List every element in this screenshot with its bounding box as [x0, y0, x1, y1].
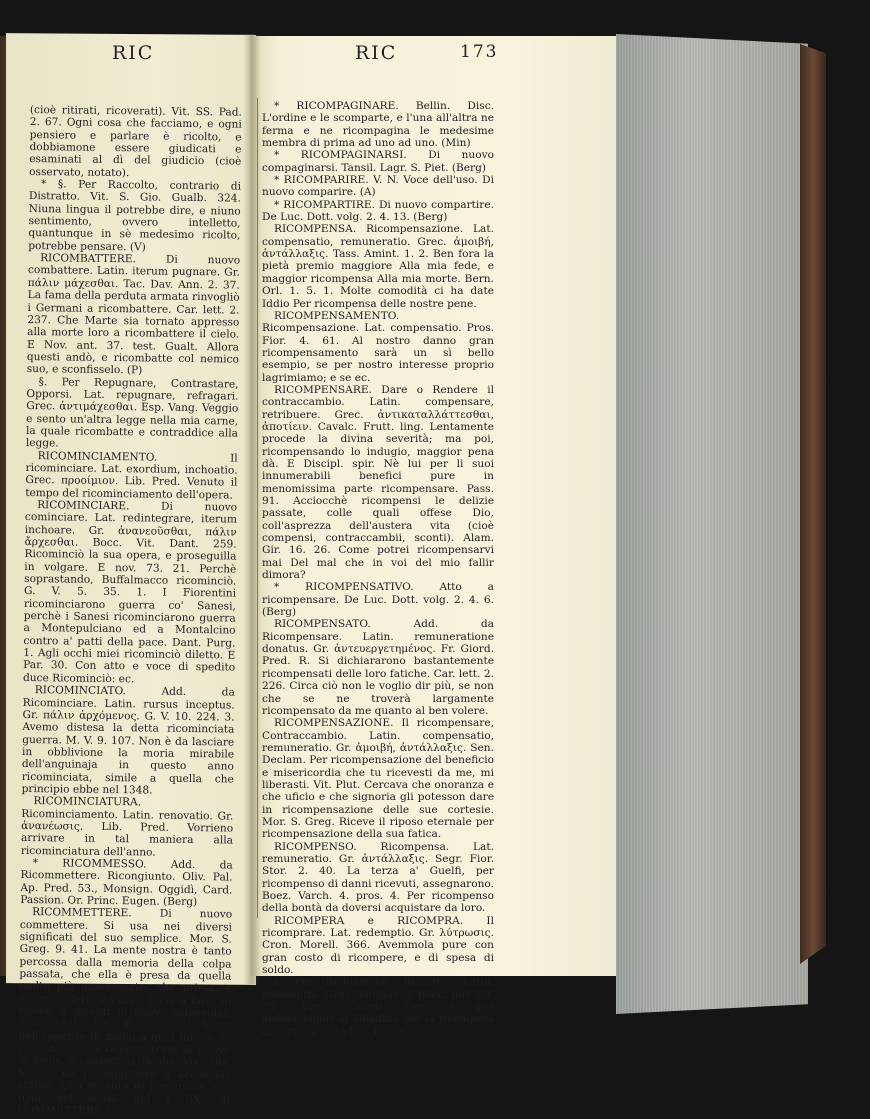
dictionary-entry: * RICOMPARIRE. V. N. Voce dell'uso. Di nuovo comparire. (A): [262, 174, 494, 199]
dictionary-entry: RICOMINCIARE. Di nuovo cominciare. Lat. redintegrare, iterum inchoare. Gr. ἀνανεοῦσθαι, πάλιν ἄρχεσθαι. Bocc. Vit. Dant. 259. Ricominciò la sua opera, e proseguilla in volgare. E nov. 73. 21. Perchè soprastando, Buffalmacco ricominciò. G. V. 5. 35. 1. I Fiorentini ricominciarono guerra co' Sanesi, perchè i Sanesi ricominciarono guerra a Montepulciano ed a Montalcino contro a' patti della pace. Dant. Purg. 1. Agli occhi miei ricominciò diletto. E Par. 30. Con atto e voce di spedito duce Ricominciò: ec.: [22, 499, 238, 686]
dictionary-entry: RICOMINCIATO. Add. da Ricominciare. Latin. rursus inceptus. Gr. πάλιν ἀρχόμενος. G. V. 10. 224. 3. Avemo distesa la detta ricominciata guerra. M. V. 9. 107. Non è da lasciare in obblivione la moria mirabile dell'anguinaja in questo anno ricominciata, simile a quella che principio ebbe nel 1348.: [21, 684, 235, 797]
dictionary-entry: * RICOMPAGINARSI. Di nuovo compaginarsi. Tansil. Lagr. S. Piet. (Berg): [262, 149, 494, 174]
dictionary-entry: RICOMINCIAMENTO. Il ricominciare. Lat. exordium, inchoatio. Grec. προοίμιον. Lib. Pred. Venuto il tempo del ricominciamento dell'opera.: [25, 449, 238, 502]
right-column: [262, 100, 494, 1038]
dictionary-entry: RICOMPENSAZIONE. Il ricompensare, Contraccambio. Latin. compensatio, remuneratio. Gr. ἀμοιβή, ἀντάλλαξις. Sen. Declam. Per ricompensazione del beneficio e misericordia che tu ricevesti da me, mi liberasti. Vit. Plut. Cercava che onoranza e che uficio e che signoria gli potesson dare in ricompensazione delle sue cortesie. Mor. S. Greg. Riceve il riposo eternale per ricompensazione della sua fatica.: [262, 717, 494, 841]
dictionary-entry: * RICOMMESSO. Add. da Ricommettere. Ricongiunto. Oliv. Pal. Ap. Pred. 53., Monsign. Oggidì, Card. Passion. Or. Princ. Eugen. (Berg): [20, 857, 233, 909]
dictionary-entry: * RICOMPAGINARE. Bellin. Disc. L'ordine e le scomparte, e l'una all'altra ne ferma e ne ricompagina le medesime membra di prima ad uno ad uno. (Min): [262, 100, 494, 150]
dictionary-entry: (cioè ritirati, ricoverati). Vit. SS. Pad. 2. 67. Ogni cosa che facciamo, e ogni pensiero e parlare è ricolto, e dobbiamone essere giudicati e esaminati al dì del giudicio (cioè osservato, notato).: [29, 104, 242, 179]
dictionary-entry: RICOMPENSATO. Add. da Ricompensare. Latin. remuneratione donatus. Gr. ἀντευεργετημένος. Fr. Giord. Pred. R. Si dichiararono bastantemente ricompensati delle loro fatiche. Car. lett. 2. 226. Circa ciò non le voglio dir più, se non che se ne troverà largamente ricompensato da me quanto al ben volere.: [262, 618, 494, 717]
dictionary-entry: RICOMPENSAMENTO. Ricompensazione. Lat. compensatio. Pros. Fior. 4. 61. Al nostro danno gran ricompensamento sarà un sì bello esempio, se per nostro interesse proprio lagrimiamo; e se ec.: [262, 309, 494, 384]
dictionary-entry: * RICOMPARTIRE. Di nuovo compartire. De Luc. Dott. volg. 2. 4. 13. (Berg): [262, 198, 494, 224]
dictionary-entry: * §. Per Raccolto, contrario di Distratto. Vit. S. Gio. Gualb. 324. Niuna lingua il potrebbe dire, e niuno sentimento, ovvero intelletto, quantunque in sè medesimo ricolto, potrebbe pensare. (V): [28, 178, 242, 254]
dictionary-entry: RICOMMETTERE. Di nuovo commettere. Si usa nei diversi significati del suo semplice. Mor. S. Greg. 9. 41. La mente nostra è tanto percossa dalla memoria della colpa passata, che ella è presa da quella molto più gravemente, che prima, a ricommetterla da capo (cioè a farla di nuovo, a divenir di nuovo colpevole). Salv. Dial. Am. E tratto il freno dell'appetito di mano a quel furore, lo ricommise alla ragione (cioè di nuovo lo diede, o consegnò). Baldin. Voc. Dis. Stucco da ricommettere o acconciar statue. Una mistura di pecegreca, ec. (Qui nel senso del §. IX. di COMMETTERE.): [17, 906, 233, 1117]
column-rule: [257, 98, 258, 918]
dictionary-entry: RICOMPENSO. Ricompensa. Lat. remuneratio. Gr. ἀντάλλαξις. Segr. Fior. Stor. 2. 40. La terza a' Guelfi, per ricompenso di danni ricevuti, assegnarono. Boez. Varch. 4. pros. 4. Per ricompenso della bontà da doversi acquistare da loro.: [262, 840, 494, 915]
book-gutter: [243, 34, 261, 984]
right-page-header: RIC: [355, 42, 398, 64]
page-edges: [616, 34, 808, 1014]
dictionary-entry: RICOMPENSARE. Dare o Rendere il contraccambio. Latin. compensare, retribuere. Grec. ἀντικαταλλάττεσθαι, ἀποτίειν. Cavalc. Frutt. ling. Lentamente procede la divina severità; ma poi, ricompensando lo indugio, maggior pena dà. E Discipl. spir. Nè lui per li suoi innumerabili benefici pure in menomissima parte ricompensare. Pass. 91. Acciocchè ricompensi le delizie passate, colle quali offese Dio, coll'asprezza dell'austera vita (cioè compensi, contraccambii, sconti). Alam. Gir. 16. 26. Come potrei ricompensarvi mai Del mal che in voi del mio fallir dimora?: [262, 383, 494, 582]
page-number: 173: [460, 42, 499, 62]
dictionary-entry: §. Per Redenzione, Riscatto. Latin. redemptio. Grec. λύτρωσις. Bocc. nov. 99. 25. Venuti certi Genovesi per ambasciadori al Saladino per la ricompera di certi lor cittadini. Franc.: [262, 976, 494, 1038]
dictionary-entry: RICOMBATTERE. Di nuovo combattere. Latin. iterum pugnare. Gr. πάλιν μάχεσθαι. Tac. Dav. Ann. 2. 37. La fama della perduta armata rinvogliò i Germani a ricombattere. Car. lett. 2. 237. Che Marte sia tornato appresso alla morte loro a ricombattere il cielo. E Nov. ant. 37. test. Gualt. Allora questi andò, e ricombatte col nemico suo, e sconfisselo. (P): [26, 252, 241, 377]
dictionary-entry: RICOMINCIATURA. Ricominciamento. Latin. renovatio. Gr. ἀνανέωσις. Lib. Pred. Vorrieno arrivare in tal maniera alla ricominciatura dell'anno.: [20, 795, 234, 859]
book-cover-right: [800, 44, 826, 964]
dictionary-entry: RICOMPENSA. Ricompensazione. Lat. compensatio, remuneratio. Grec. ἀμοιβή, ἀντάλλαξις. Tass. Amint. 1. 2. Ben fora la pietà premio maggiore Alla mia fede, e maggior ricompensa Alla mia morte. Bern. Orl. 1. 5. 1. Molte comodità ci ha date Iddio Per ricompensa delle nostre pene.: [262, 223, 494, 310]
dictionary-entry: RICOMPERA e RICOMPRA. Il ricomprare. Lat. redemptio. Gr. λύτρωσις. Cron. Morell. 366. Avemmola pure con gran costo di ricompere, e di spesa di soldo.: [262, 914, 494, 977]
dictionary-entry: * RICOMPENSATIVO. Atto a ricompensare. De Luc. Dott. volg. 2. 4. 6. (Berg): [262, 581, 494, 619]
left-column: [18, 104, 242, 1119]
left-page-header: RIC: [112, 42, 155, 64]
dictionary-entry: §. Per Repugnare, Contrastare, Opporsi. Lat. repugnare, refragari. Grec. ἀντιμάχεσθαι. Esp. Vang. Veggio e sento un'altra legge nella mia carne, la quale ricombatte e contraddice alla legge.: [25, 375, 239, 450]
